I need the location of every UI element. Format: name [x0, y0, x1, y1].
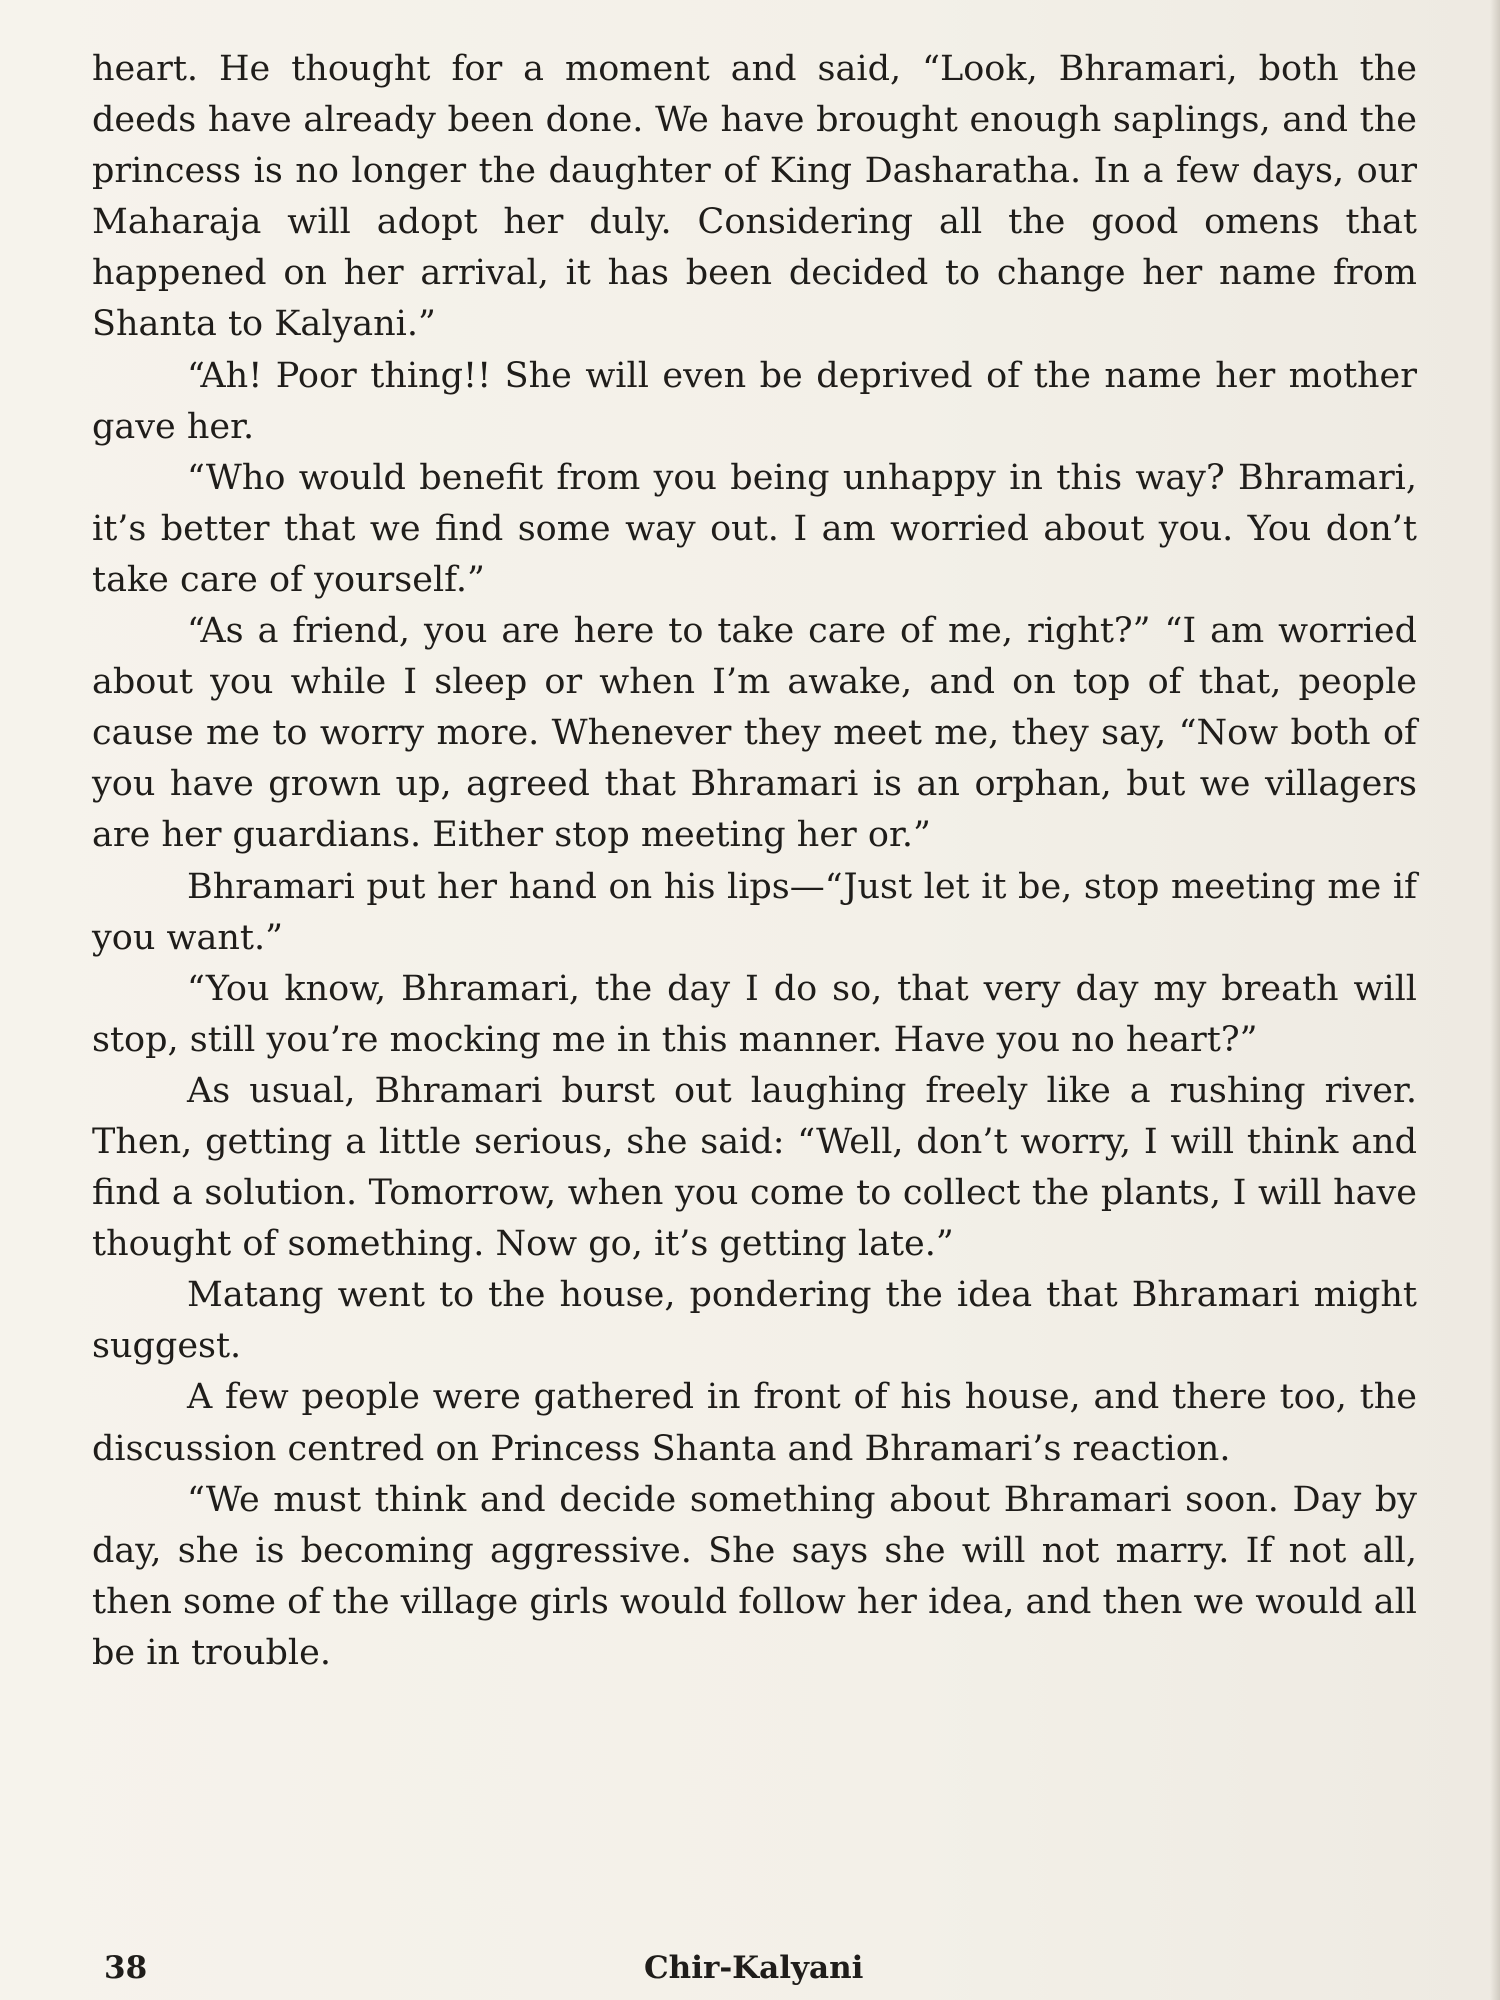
page-footer	[0, 1950, 1500, 1990]
paragraph: As usual, Bhramari burst out laughing freely like a rushing river. Then, getting a little serious, she said: “Well, don’t worry, I will think and find a solution. Tomorrow, when you come to collect the plants, I will have thought of something. Now go, it’s getting late.”	[92, 1070, 1417, 1265]
paragraph: “As a friend, you are here to take care of me, right?” “I am worried about you while I sleep or when I’m awake, and on top of that, people cause me to worry more. Whenever they meet me, they say, “Now both of you have grown up, agreed that Bhramari is an orphan, but we villagers are her guardians. Either stop meeting her or.”	[92, 611, 1417, 856]
paragraph: Bhramari put her hand on his lips—“Just let it be, stop meeting me if you want.”	[92, 866, 1417, 958]
paragraph: “We must think and decide something about Bhramari soon. Day by day, she is becoming aggressive. She says she will not marry. If not all, then some of the village girls would follow her idea, and then we would all be in trouble.	[92, 1479, 1417, 1673]
page-number: 38	[104, 1950, 148, 1986]
body-text	[92, 44, 1417, 1679]
paragraph: heart. He thought for a moment and said, “Look, Bhramari, both the deeds have already been done. We have brought enough saplings, and the princess is no longer the daughter of King Dasharatha. In a few days, our Maharaja will adopt her duly. Considering all the good omens that happened on her arrival, it has been decided to change her name from Shanta to Kalyani.”	[92, 49, 1417, 345]
paragraph: “You know, Bhramari, the day I do so, that very day my breath will stop, still you’re mocking me in this manner. Have you no heart?”	[92, 968, 1417, 1060]
page-edge-shadow	[1490, 0, 1500, 2000]
paragraph: A few people were gathered in front of his house, and there too, the discussion centred on Princess Shanta and Bhramari’s reaction.	[92, 1377, 1417, 1469]
running-title: Chir-Kalyani	[644, 1950, 864, 1986]
paragraph: “Who would benefit from you being unhappy in this way? Bhramari, it’s better that we find some way out. I am worried about you. You don’t take care of yourself.”	[92, 457, 1417, 600]
paragraph: Matang went to the house, pondering the idea that Bhramari might suggest.	[92, 1275, 1417, 1367]
paragraph: “Ah! Poor thing!! She will even be deprived of the name her mother gave her.	[92, 355, 1417, 447]
